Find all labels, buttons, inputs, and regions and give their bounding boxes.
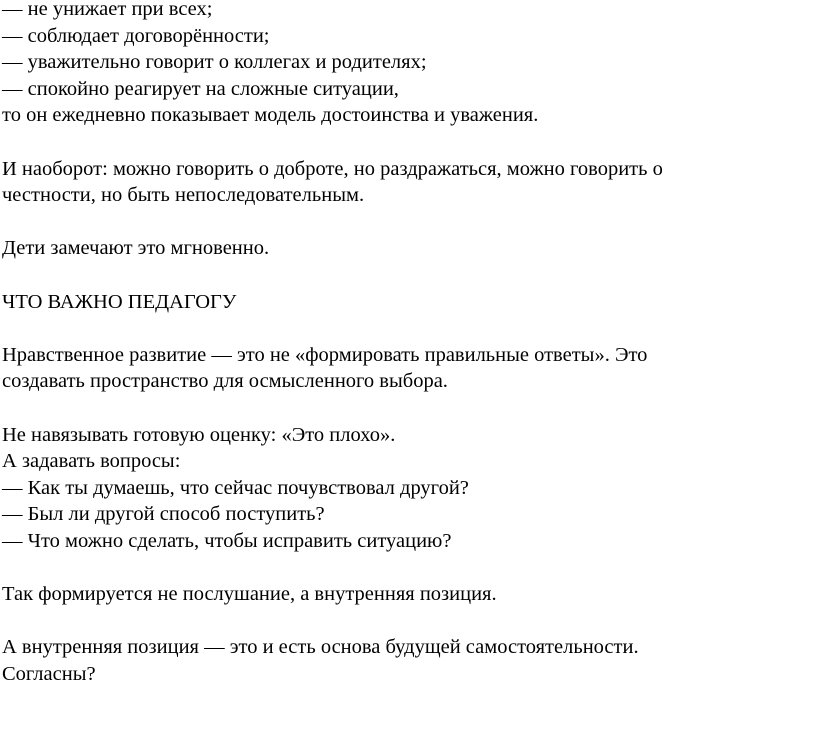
paragraph-line: Нравственное развитие — это не «формировать правильные ответы». Это <box>2 343 648 366</box>
paragraph-line: честности, но быть непоследовательным. <box>2 184 365 207</box>
list-item: — спокойно реагирует на сложные ситуации, <box>2 77 399 100</box>
list-item: — Что можно сделать, чтобы исправить ситуацию? <box>2 529 452 552</box>
paragraph-line: А внутренняя позиция — это и есть основа будущей самостоятельности. <box>2 636 639 659</box>
document-body <box>2 0 814 687</box>
paragraph-line: Не навязывать готовую оценку: «Это плохо». <box>2 423 396 446</box>
section-heading: ЧТО ВАЖНО ПЕДАГОГУ <box>2 290 237 313</box>
list-item: — Как ты думаешь, что сейчас почувствовал другой? <box>2 476 469 499</box>
paragraph-spacer <box>2 554 814 581</box>
list-item: — уважительно говорит о коллегах и родителях; <box>2 51 427 74</box>
list-item: — соблюдает договорённости; <box>2 24 270 47</box>
paragraph-spacer <box>2 395 814 422</box>
paragraph-line: Так формируется не послушание, а внутренняя позиция. <box>2 583 497 606</box>
list-item: — Был ли другой способ поступить? <box>2 503 325 526</box>
paragraph-spacer <box>2 262 814 289</box>
paragraph-spacer <box>2 315 814 342</box>
paragraph-line: И наоборот: можно говорить о доброте, но раздражаться, можно говорить о <box>2 157 663 180</box>
paragraph-spacer <box>2 608 814 635</box>
paragraph-spacer <box>2 129 814 156</box>
paragraph-line: то он ежедневно показывает модель достоинства и уважения. <box>2 104 539 127</box>
list-item: — не унижает при всех; <box>2 0 213 20</box>
paragraph-line: А задавать вопросы: <box>2 450 181 473</box>
paragraph-spacer <box>2 209 814 236</box>
paragraph-line: Согласны? <box>2 662 96 685</box>
paragraph-line: Дети замечают это мгновенно. <box>2 237 270 260</box>
paragraph-line: создавать пространство для осмысленного выбора. <box>2 370 448 393</box>
